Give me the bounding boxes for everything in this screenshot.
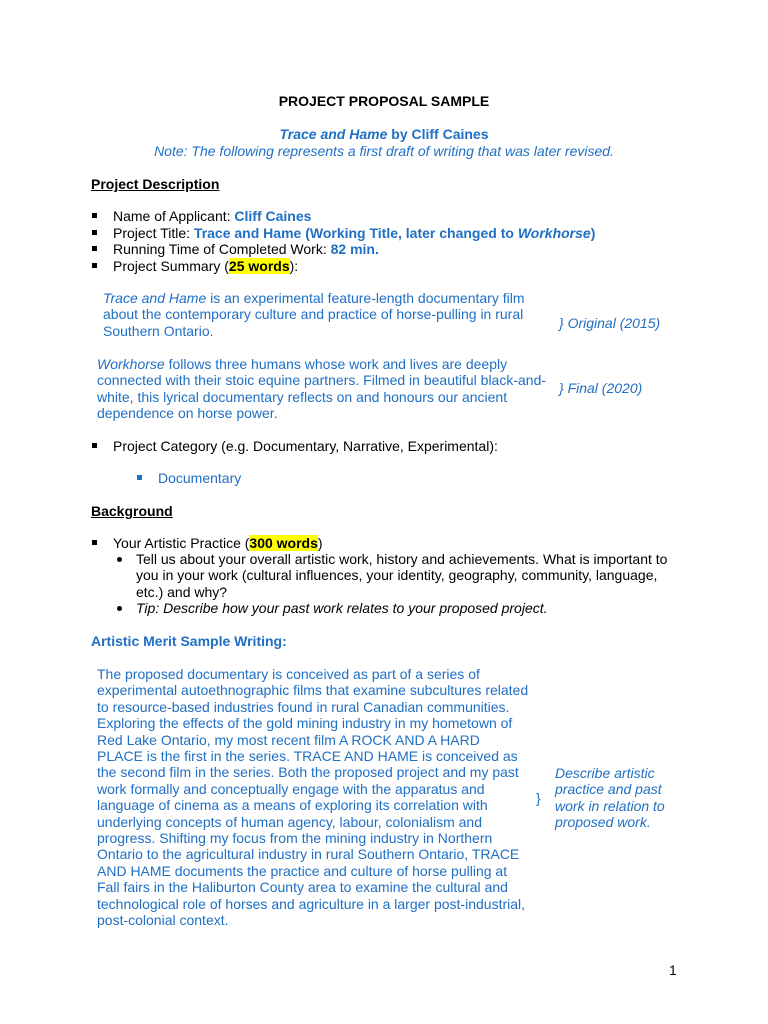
sample-line: underlying concepts of human agency, labour, colonialism and	[97, 813, 482, 830]
final-line: connected with their stoic equine partners. Filmed in beautiful black-and-	[97, 372, 547, 389]
sample-line: work formally and conceptually engage with the apparatus and	[97, 780, 485, 797]
original-note: } Original (2015)	[559, 315, 661, 331]
instruction-line: etc.) and why?	[136, 583, 228, 600]
section-heading-background: Background	[91, 503, 173, 519]
word-count-badge: 25 words	[228, 258, 290, 274]
bullet-icon	[92, 246, 97, 251]
sample-line: Exploring the effects of the gold mining industry in my hometown of	[97, 715, 513, 732]
final-title: Workhorse	[97, 356, 165, 372]
sample-line: Red Lake Ontario, my most recent film A ROCK AND A HARD	[97, 731, 480, 748]
bullet-icon	[137, 475, 142, 480]
summary-label: Project Summary (	[113, 258, 229, 274]
final-line: white, this lyrical documentary reflects on and honours our ancient	[97, 388, 508, 405]
bullet-icon	[92, 443, 97, 448]
bullet-icon	[92, 230, 97, 235]
sample-line: The proposed documentary is conceived as part of a series of	[97, 666, 480, 682]
original-line: is an experimental feature-length documentary film	[206, 290, 525, 306]
original-line: Southern Ontario.	[103, 322, 214, 339]
runtime-label: Running Time of Completed Work:	[113, 241, 331, 257]
sample-line: experimental autoethnographic films that examine subcultures related	[97, 682, 529, 699]
side-note	[555, 765, 665, 831]
practice-label-close: )	[317, 535, 323, 551]
word-count-badge: 300 words	[249, 535, 318, 551]
bullet-icon	[92, 540, 97, 545]
sample-line: to resource-based industries found in rural Canadian communities.	[97, 698, 510, 715]
side-note-line: proposed work.	[555, 814, 651, 831]
original-title: Trace and Hame	[103, 290, 207, 306]
final-summary	[97, 356, 546, 422]
draft-note: Note: The following represents a first draft of writing that was later revised.	[154, 143, 614, 159]
bullet-icon	[117, 606, 122, 611]
final-line: dependence on horse power.	[97, 405, 278, 422]
sample-line: Ontario to the agricultural industry in rural Southern Ontario, TRACE	[97, 846, 520, 863]
final-note: } Final (2020)	[559, 380, 643, 396]
page-number: 1	[669, 962, 677, 978]
applicant-item	[113, 208, 311, 224]
side-note-brace: }	[536, 790, 541, 806]
page-title: PROJECT PROPOSAL SAMPLE	[278, 93, 490, 109]
practice-instructions	[136, 551, 667, 600]
original-line: about the contemporary culture and practice of horse-pulling in rural	[103, 306, 524, 323]
category-item: Project Category (e.g. Documentary, Narrative, Experimental):	[113, 438, 498, 454]
sample-line: language of cinema as a means of exploring its correlation with	[97, 797, 488, 814]
project-title-value: Trace and Hame (Working Title, later changed to	[193, 225, 518, 241]
project-title-close: )	[590, 225, 596, 241]
original-summary	[103, 290, 525, 339]
sample-line: the second film in the series. Both the proposed project and my past	[97, 764, 519, 781]
work-title: Trace and Hame	[279, 126, 388, 142]
subtitle	[0, 126, 768, 142]
sample-line: post-colonial context.	[97, 912, 229, 929]
sample-line: AND HAME documents the practice and culture of horse pulling at	[97, 862, 508, 879]
artistic-merit-heading: Artistic Merit Sample Writing:	[91, 633, 287, 649]
sample-line: PLACE is the first in the series. TRACE AND HAME is conceived as	[97, 748, 518, 765]
applicant-value: Cliff Caines	[234, 208, 312, 224]
runtime-value: 82 min.	[330, 241, 379, 257]
final-line: follows three humans whose work and lives are deeply	[164, 356, 508, 372]
author-credit: by Cliff Caines	[387, 126, 489, 142]
summary-label-close: ):	[289, 258, 299, 274]
sample-line: technological role of horses and agriculture in a larger post-industrial,	[97, 895, 526, 912]
bullet-icon	[117, 557, 122, 562]
section-heading-project-description: Project Description	[91, 176, 220, 192]
bullet-icon	[92, 263, 97, 268]
bullet-icon	[92, 213, 97, 218]
side-note-line: work in relation to	[555, 797, 665, 814]
artistic-practice-item	[113, 535, 323, 551]
side-note-line: practice and past	[555, 781, 662, 798]
category-value: Documentary	[158, 470, 242, 486]
instruction-line: you in your work (cultural influences, your identity, geography, community, language,	[136, 567, 658, 584]
sample-line: Fall fairs in the Haliburton County area to examine the cultural and	[97, 879, 508, 896]
side-note-line: Describe artistic	[555, 765, 655, 781]
runtime-item	[113, 241, 379, 257]
summary-item	[113, 258, 298, 274]
artistic-merit-sample	[97, 666, 528, 929]
applicant-label: Name of Applicant:	[113, 208, 235, 224]
tip-text: Tip: Describe how your past work relates to your proposed project.	[136, 600, 548, 616]
practice-label: Your Artistic Practice (	[113, 535, 250, 551]
project-title-item	[113, 225, 595, 241]
project-title-label: Project Title:	[113, 225, 194, 241]
project-title-revised: Workhorse	[517, 225, 591, 241]
instruction-line: Tell us about your overall artistic work, history and achievements. What is important to	[136, 551, 668, 567]
sample-line: progress. Shifting my focus from the mining industry in Northern	[97, 830, 493, 847]
